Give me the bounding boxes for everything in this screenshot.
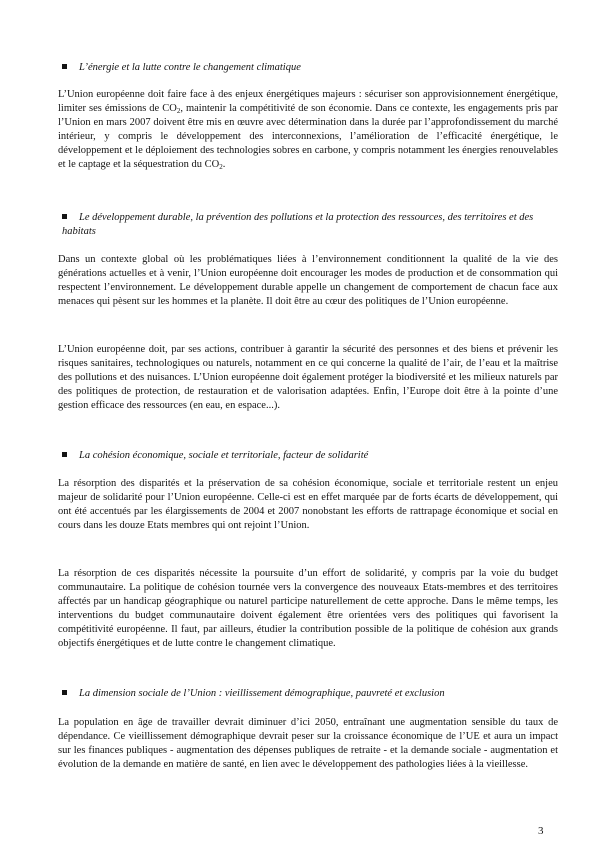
bullet-icon (62, 452, 67, 457)
paragraph-cohesion-1: La résorption des disparités et la préservation de sa cohésion économique, sociale et territoriale restent un enjeu majeur de solidarité pour l’Union européenne. Celle-ci est en effet marquée par de forts écarts de développement, qui ont été accentués par les élargissements de 2004 et 2007 nonobstant les efforts de rattrapage économique et social en cours dans les douze Etats membres qui ont rejoint l’Union. (58, 478, 558, 531)
page-number: 3 (538, 825, 544, 837)
paragraph-cohesion-2: La résorption de ces disparités nécessite la poursuite d’un effort de solidarité, y compris par la voie du budget communautaire. La politique de cohésion tournée vers la convergence des nouveaux Etats-membres et des territoires affectés par un handicap géographique ou naturel participe naturellement de cette approche. Dans le même temps, les interventions du budget communautaire doivent également être orientées vers des politiques qui favorisent la compétitivité européenne. Il faut, par ailleurs, étudier la contribution possible de la politique de cohésion aux grands objectifs énergétiques et de lutte contre le changement climatique. (58, 568, 558, 649)
bullet-icon (62, 214, 67, 219)
section-heading-cohesion: La cohésion économique, sociale et territoriale, facteur de solidarité (62, 449, 558, 463)
paragraph-energie: L’Union européenne doit faire face à des enjeux énergétiques majeurs : sécuriser son approvisionnement énergétique, limiter ses émissions de $CO_2$, maintenir la compétitivité de son économie. Dans ce contexte, les engagements pris par l’Union en mars 2007 doivent être mis en œuvre avec détermination dans la durée par l’approfondissement du marché intérieur, y compris le développement des interconnexions, l’amélioration de l’efficacité énergétique, le développement et le déploiement des technologies sobres en carbone, y compris notamment les énergies renouvelables et le captage et la séquestration du $CO_2$. (58, 89, 558, 171)
paragraph-developpement-1: Dans un contexte global où les problématiques liées à l’environnement conditionnent la qualité de la vie des générations actuelles et à venir, l’Union européenne doit encourager les modes de production et de consommation qui respectent l’environnement. Le développement durable appelle un changement de comportement de chacun face aux menaces qui pèsent sur les hommes et la planète. Il doit être au cœur des politiques de l’Union européenne. (58, 254, 558, 307)
section-heading-dimension-sociale: La dimension sociale de l’Union : vieillissement démographique, pauvreté et exclusion (62, 687, 558, 701)
section-heading-developpement-durable: Le développement durable, la prévention des pollutions et la protection des ressources, des territoires et des habitats (62, 212, 534, 237)
paragraph-dimension-sociale: La population en âge de travailler devrait diminuer d’ici 2050, entraînant une augmentation sensible du taux de dépendance. Ce vieillissement démographique devrait peser sur la croissance économique de l’UE et aura un impact sur les finances publiques - augmentation des dépenses publiques de retraite - et la demande sociale - augmentation et évolution de la demande en matière de santé, en lien avec le développement des pathologies liées à la vieillesse. (58, 717, 558, 770)
section-heading-energie: L’énergie et la lutte contre le changement climatique (62, 61, 558, 75)
paragraph-developpement-2: L’Union européenne doit, par ses actions, contribuer à garantir la sécurité des personnes et des biens et prévenir les risques sanitaires, technologiques ou naturels, notamment en ce qui concerne la qualité de l’air, de l’eau et la maîtrise des pollutions et des nuisances. L’Union européenne doit également protéger la biodiversité et les milieux naturels par des politiques de protection, de restauration et de valorisation adaptées. Enfin, l’Europe doit être à la pointe d’une gestion efficace des ressources (en eau, en espace...). (58, 344, 558, 411)
bullet-icon (62, 64, 67, 69)
bullet-icon (62, 690, 67, 695)
